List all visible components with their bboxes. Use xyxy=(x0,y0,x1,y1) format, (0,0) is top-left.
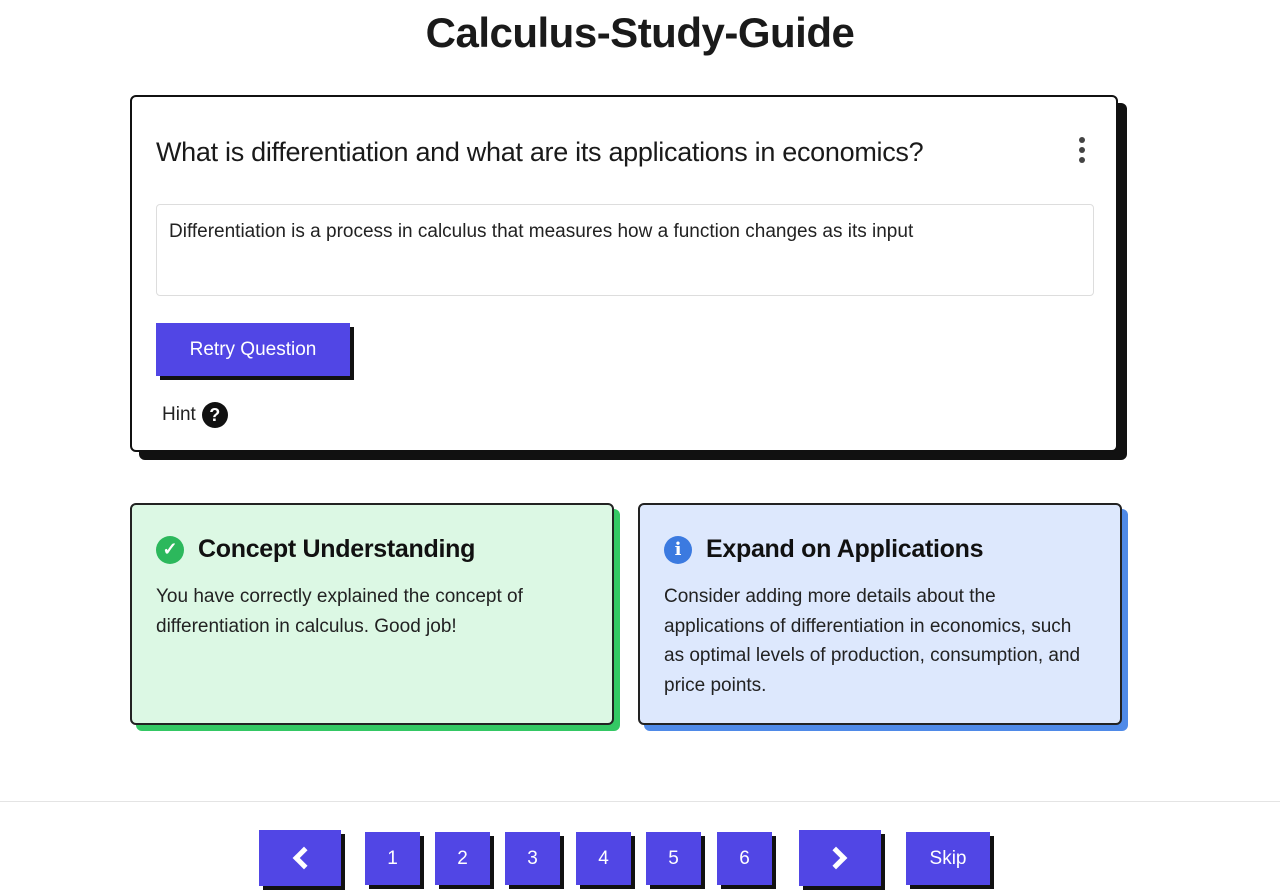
feedback-card-body: You have correctly explained the concept of differentiation in calculus. Good job! xyxy=(156,586,523,637)
chevron-right-icon xyxy=(825,847,848,870)
footer-divider xyxy=(0,801,1280,802)
page-button-5[interactable]: 5 xyxy=(646,832,701,885)
kebab-dot xyxy=(1079,157,1085,163)
answer-input[interactable]: Differentiation is a process in calculus that measures how a function changes as its input xyxy=(156,204,1094,296)
info-circle-icon: i xyxy=(664,536,692,564)
feedback-card-title: Concept Understanding xyxy=(198,535,476,563)
next-page-button[interactable] xyxy=(799,830,881,886)
feedback-card-body: Consider adding more details about the applications of differentiation in economics, such as optimal levels of production, consumption, and price points. xyxy=(664,586,1081,696)
kebab-menu-icon[interactable] xyxy=(1078,137,1086,163)
page-button-4[interactable]: 4 xyxy=(576,832,631,885)
page-button-2[interactable]: 2 xyxy=(435,832,490,885)
check-circle-icon: ✓ xyxy=(156,536,184,564)
kebab-dot xyxy=(1079,147,1085,153)
feedback-card-concept-understanding xyxy=(130,503,614,725)
previous-page-button[interactable] xyxy=(259,830,341,886)
page-button-1[interactable]: 1 xyxy=(365,832,420,885)
feedback-card-header xyxy=(156,535,588,564)
hint-toggle[interactable] xyxy=(162,402,228,428)
help-icon[interactable]: ? xyxy=(202,402,228,428)
page-button-6[interactable]: 6 xyxy=(717,832,772,885)
retry-question-button[interactable]: Retry Question xyxy=(156,323,350,376)
page-button-3[interactable]: 3 xyxy=(505,832,560,885)
question-text: What is differentiation and what are its applications in economics? xyxy=(156,137,924,167)
chevron-left-icon xyxy=(293,847,316,870)
skip-button[interactable]: Skip xyxy=(906,832,990,885)
feedback-card-header xyxy=(664,535,1096,564)
page-title: Calculus-Study-Guide xyxy=(425,9,855,56)
question-card xyxy=(130,95,1118,452)
feedback-card-expand-applications xyxy=(638,503,1122,725)
kebab-dot xyxy=(1079,137,1085,143)
feedback-card-title: Expand on Applications xyxy=(706,535,984,563)
hint-label: Hint xyxy=(162,404,196,425)
